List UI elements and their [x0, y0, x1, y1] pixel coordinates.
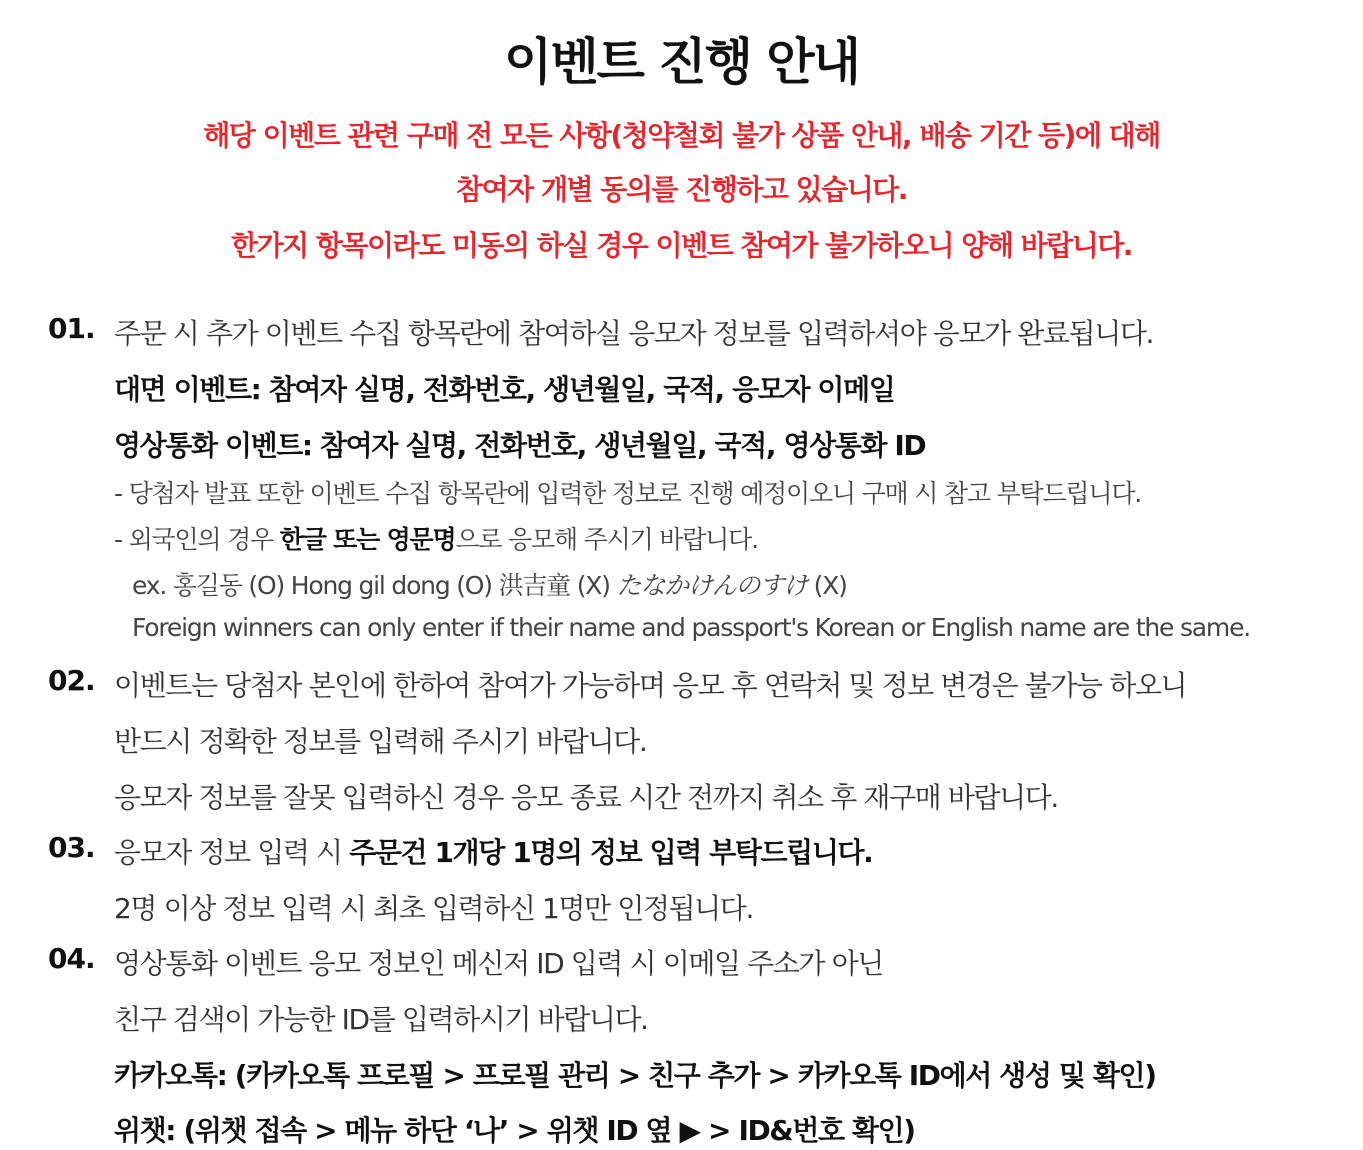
- section-04-number: 04.: [48, 942, 95, 975]
- section-02-line-1: 이벤트는 당첨자 본인에 한하여 참여가 가능하며 응모 후 연락처 및 정보 변경은 불가능 하오니: [114, 669, 1187, 702]
- section-03-line-1-emphasis: 주문건 1개당 1명의 정보 입력 부탁드립니다.: [349, 836, 873, 869]
- page-title: 이벤트 진행 안내: [504, 33, 859, 91]
- section-01-line-5-suffix: 으로 응모해 주시기 바랍니다.: [455, 525, 758, 554]
- section-04-line-2: 친구 검색이 가능한 ID를 입력하시기 바랍니다.: [114, 1003, 648, 1036]
- section-01-line-2: 대면 이벤트: 참여자 실명, 전화번호, 생년월일, 국적, 응모자 이메일: [114, 373, 895, 406]
- section-02-line-3: 응모자 정보를 잘못 입력하신 경우 응모 종료 시간 전까지 취소 후 재구매 바랍니다.: [114, 781, 1058, 814]
- section-01-example-japanese: たなかけんのすけ: [616, 571, 807, 600]
- section-02-line-2: 반드시 정확한 정보를 입력해 주시기 바랍니다.: [114, 725, 647, 758]
- notice-line-3: 한가지 항목이라도 미동의 하실 경우 이벤트 참여가 불가하오니 양해 바랍니다.: [231, 229, 1132, 262]
- notice-line-1: 해당 이벤트 관련 구매 전 모든 사항(청약철회 불가 상품 안내, 배송 기간 등)에 대해: [203, 119, 1160, 152]
- section-01-line-1: 주문 시 추가 이벤트 수집 항목란에 참여하실 응모자 정보를 입력하셔야 응모가 완료됩니다.: [114, 317, 1153, 350]
- section-01-number: 01.: [48, 312, 95, 345]
- section-01-line-3: 영상통화 이벤트: 참여자 실명, 전화번호, 생년월일, 국적, 영상통화 ID: [114, 429, 926, 462]
- section-01-line-5: [114, 520, 758, 556]
- section-04-line-1: 영상통화 이벤트 응모 정보인 메신저 ID 입력 시 이메일 주소가 아닌: [114, 947, 883, 980]
- section-03-line-2: 2명 이상 정보 입력 시 최초 입력하신 1명만 인정됩니다.: [114, 892, 753, 925]
- section-03-line-1: [114, 831, 872, 871]
- section-01-line-4: - 당첨자 발표 또한 이벤트 수집 항목란에 입력한 정보로 진행 예정이오니 구매 시 참고 부탁드립니다.: [114, 479, 1142, 508]
- notice-line-2: 참여자 개별 동의를 진행하고 있습니다.: [456, 173, 907, 206]
- section-01-example-end: (X): [806, 571, 847, 600]
- section-03-line-1-prefix: 응모자 정보 입력 시: [114, 836, 350, 869]
- section-04-line-3: 카카오톡: (카카오톡 프로필 > 프로필 관리 > 친구 추가 > 카카오톡 ID에서 생성 및 확인): [114, 1059, 1156, 1092]
- section-02-number: 02.: [48, 664, 95, 697]
- section-01-line-6: [132, 566, 847, 602]
- section-01-line-5-emphasis: 한글 또는 영문명: [279, 525, 456, 554]
- section-03-number: 03.: [48, 831, 95, 864]
- section-01-line-5-prefix: - 외국인의 경우: [114, 525, 280, 554]
- section-01-line-7: Foreign winners can only enter if their name and passport's Korean or English name are the same.: [132, 613, 1251, 642]
- section-01-example-names: ex. 홍길동 (O) Hong gil dong (O) 洪吉童 (X): [132, 571, 617, 600]
- section-04-line-4: 위챗: (위챗 접속 > 메뉴 하단 ‘나’ > 위챗 ID 옆 ▶ > ID&번호 확인): [114, 1114, 915, 1147]
